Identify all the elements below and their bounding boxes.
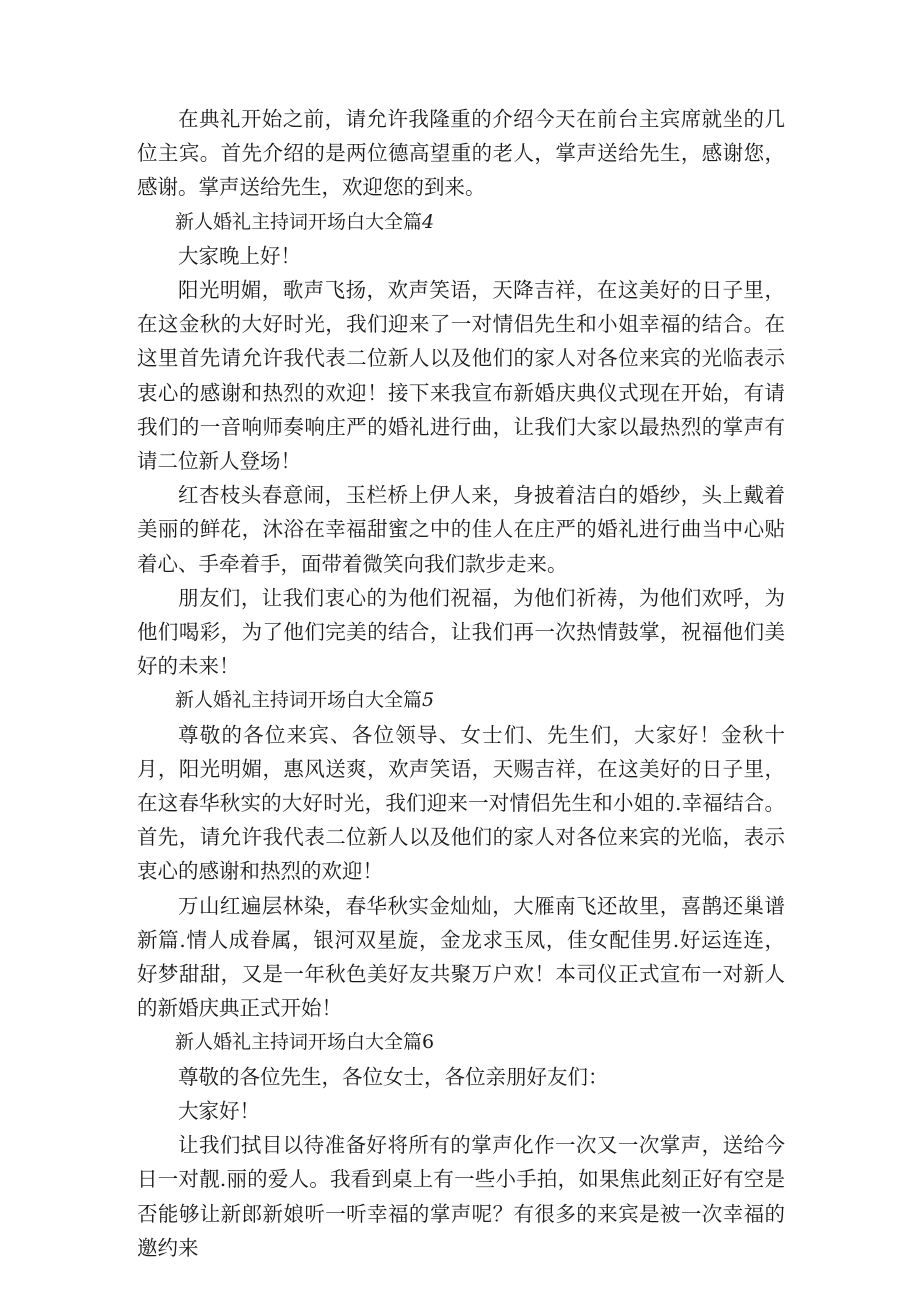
heading-text: 新人婚礼主持词开场白大全篇 <box>175 689 423 712</box>
heading-number: 5 <box>422 689 435 712</box>
document-page <box>137 102 785 1265</box>
section-heading <box>137 205 785 239</box>
paragraph: 红杏枝头春意闹，玉栏桥上伊人来，身披着洁白的婚纱，头上戴着美丽的鲜花，沐浴在幸福甜蜜之中的佳人在庄严的婚礼进行曲当中心贴着心、手牵着手，面带着微笑向我们款步走来。 <box>137 483 785 576</box>
paragraph: 阳光明媚，歌声飞扬，欢声笑语，天降吉祥，在这美好的日子里，在这金秋的大好时光，我们迎来了一对情侣先生和小姐幸福的结合。在这里首先请允许我代表二位新人以及他们的家人对各位来宾的光临表示衷心的感谢和热烈的欢迎！接下来我宣布新婚庆典仪式现在开始，有请我们的一音响师奏响庄严的婚礼进行曲，让我们大家以最热烈的掌声有请二位新人登场！ <box>137 278 785 474</box>
heading-text: 新人婚礼主持词开场白大全篇 <box>175 1031 423 1054</box>
paragraph: 万山红遍层林染，春华秋实金灿灿，大雁南飞还故里，喜鹊还巢谱新篇.情人成眷属，银河双星旋，金龙求玉凤，佳女配佳男.好运连连，好梦甜甜，又是一年秋色美好友共聚万户欢！本司仪正式宣布一对新人的新婚庆典正式开始！ <box>137 893 785 1021</box>
paragraph: 尊敬的各位先生，各位女士，各位亲朋好友们： <box>178 1064 609 1089</box>
heading-number: 6 <box>422 1031 435 1054</box>
heading-number: 4 <box>422 210 435 233</box>
paragraph: 大家晚上好！ <box>178 243 301 268</box>
paragraph: 让我们拭目以待准备好将所有的掌声化作一次又一次掌声，送给今日一对靓.丽的爱人。我看到桌上有一些小手拍，如果焦此刻正好有空是否能够让新郎新娘听一听幸福的掌声呢？有很多的来宾是被一次幸福的邀约来 <box>137 1133 785 1260</box>
paragraph: 大家好！ <box>178 1098 260 1123</box>
section-heading <box>137 1025 785 1059</box>
section-heading <box>137 683 785 717</box>
paragraph: 尊敬的各位来宾、各位领导、女士们、先生们，大家好！金秋十月，阳光明媚，惠风送爽，欢声笑语，天赐吉祥，在这美好的日子里，在这春华秋实的大好时光，我们迎来一对情侣先生和小姐的.幸福结合。首先，请允许我代表二位新人以及他们的家人对各位来宾的光临，表示衷心的感谢和热烈的欢迎！ <box>137 722 785 884</box>
paragraph: 在典礼开始之前，请允许我隆重的介绍今天在前台主宾席就坐的几位主宾。首先介绍的是两位德高望重的老人，掌声送给先生，感谢您，感谢。掌声送给先生，欢迎您的到来。 <box>137 107 785 200</box>
heading-text: 新人婚礼主持词开场白大全篇 <box>175 210 423 233</box>
paragraph: 朋友们，让我们衷心的为他们祝福，为他们祈祷，为他们欢呼，为他们喝彩，为了他们完美的结合，让我们再一次热情鼓掌，祝福他们美好的未来！ <box>137 585 785 679</box>
